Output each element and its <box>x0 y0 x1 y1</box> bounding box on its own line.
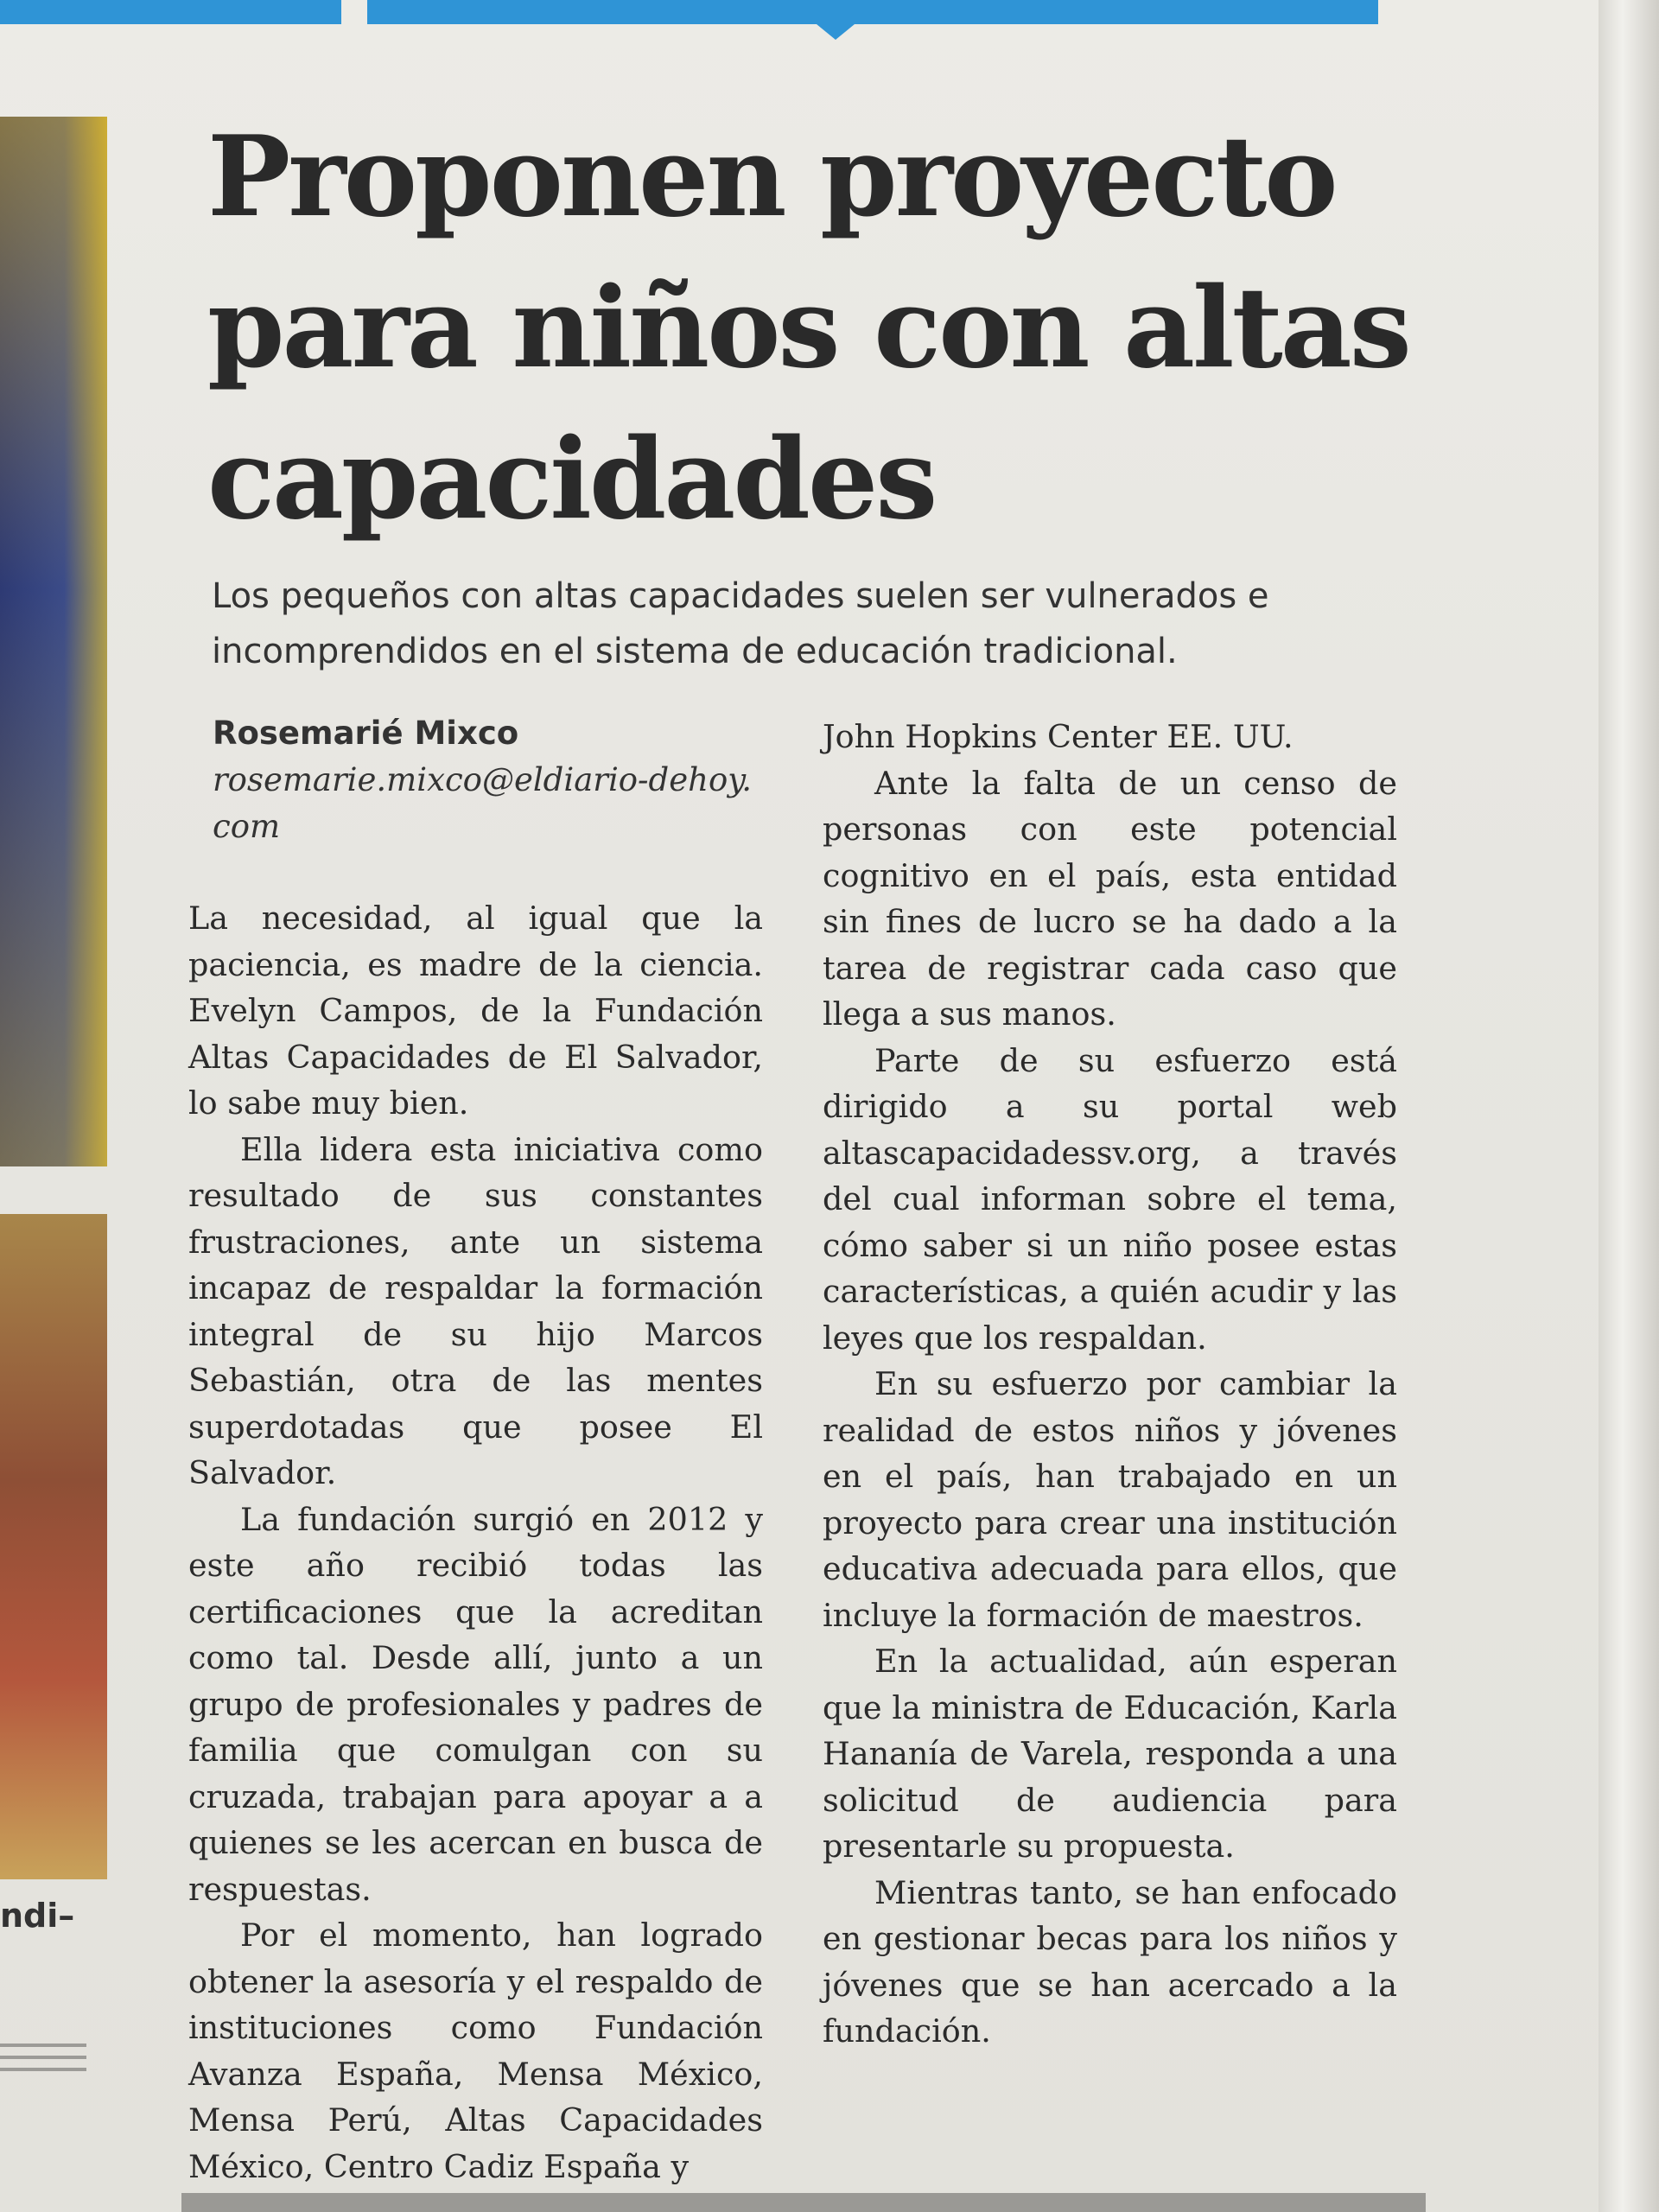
accent-band-right <box>367 0 1378 24</box>
body-paragraph: La necesidad, al igual que la paciencia, es madre de la ciencia. Evelyn Campos, de la Fundación Altas Capacidades de El Salvador, lo sabe muy bien. <box>188 899 763 1122</box>
article-subhead: Los pequeños con altas capacidades suelen ser vulnerados e incomprendidos en el sistema de educación tradicional. <box>212 576 1269 671</box>
adjacent-photo-top <box>0 117 107 1166</box>
article-column-right <box>823 714 1397 2055</box>
article-column-left <box>188 710 763 2190</box>
decorative-rules <box>0 2044 86 2080</box>
body-paragraph: John Hopkins Center EE. UU. <box>823 718 1294 755</box>
article-headline: Proponen proyecto para niños con altas capacidades <box>207 112 1409 544</box>
body-paragraph: Ella lidera esta iniciativa como resultado de sus constantes frustraciones, ante un sistema incapaz de respaldar la formación integral de su hijo Marcos Sebastián, otra de las mentes superdotadas que posee El Salvador. <box>188 1130 763 1491</box>
body-paragraph: Ante la falta de un censo de personas con este potencial cognitivo en el país, esta entidad sin fines de lucro se ha dado a la tarea de registrar cada caso que llega a sus manos. <box>823 764 1397 1033</box>
adjacent-caption-fragment: ndi– <box>0 1897 75 1935</box>
bottom-rule <box>181 2193 1426 2212</box>
body-paragraph: Por el momento, han logrado obtener la asesoría y el respaldo de instituciones como Fundación Avanza España, Mensa México, Mensa Perú, Altas Capacidades México, Centro Cadiz España y <box>188 1916 763 2185</box>
body-paragraph: Mientras tanto, se han enfocado en gestionar becas para los niños y jóvenes que se han acercado a la fundación. <box>823 1873 1397 2050</box>
author-byline: Rosemarié Mixco <box>213 715 519 752</box>
page-edge <box>1599 0 1659 2212</box>
body-paragraph: Parte de su esfuerzo está dirigido a su portal web altascapacidadessv.org, a través del cual informan sobre el tema, cómo saber si un niño posee estas características, a quién acudir y las leyes que los respaldan. <box>823 1041 1397 1357</box>
body-paragraph: La fundación surgió en 2012 y este año recibió todas las certificaciones que la acreditan como tal. Desde allí, junto a un grupo de profesionales y padres de familia que comulgan con su cruzada, trabajan para apoyar a a quienes se les acercan en busca de respuestas. <box>188 1500 763 1908</box>
author-email: rosemarie.mixco@eldiario-dehoy.com <box>213 761 752 845</box>
accent-band-notch <box>817 24 855 40</box>
body-paragraph: En su esfuerzo por cambiar la realidad de estos niños y jóvenes en el país, han trabajado en un proyecto para crear una institución educativa adecuada para ellos, que incluye la formación de maestros. <box>823 1365 1397 1634</box>
body-paragraph: En la actualidad, aún esperan que la ministra de Educación, Karla Hananía de Varela, responda a una solicitud de audiencia para presentarle su propuesta. <box>823 1643 1397 1865</box>
accent-band-left <box>0 0 341 24</box>
adjacent-photo-bottom <box>0 1214 107 1879</box>
